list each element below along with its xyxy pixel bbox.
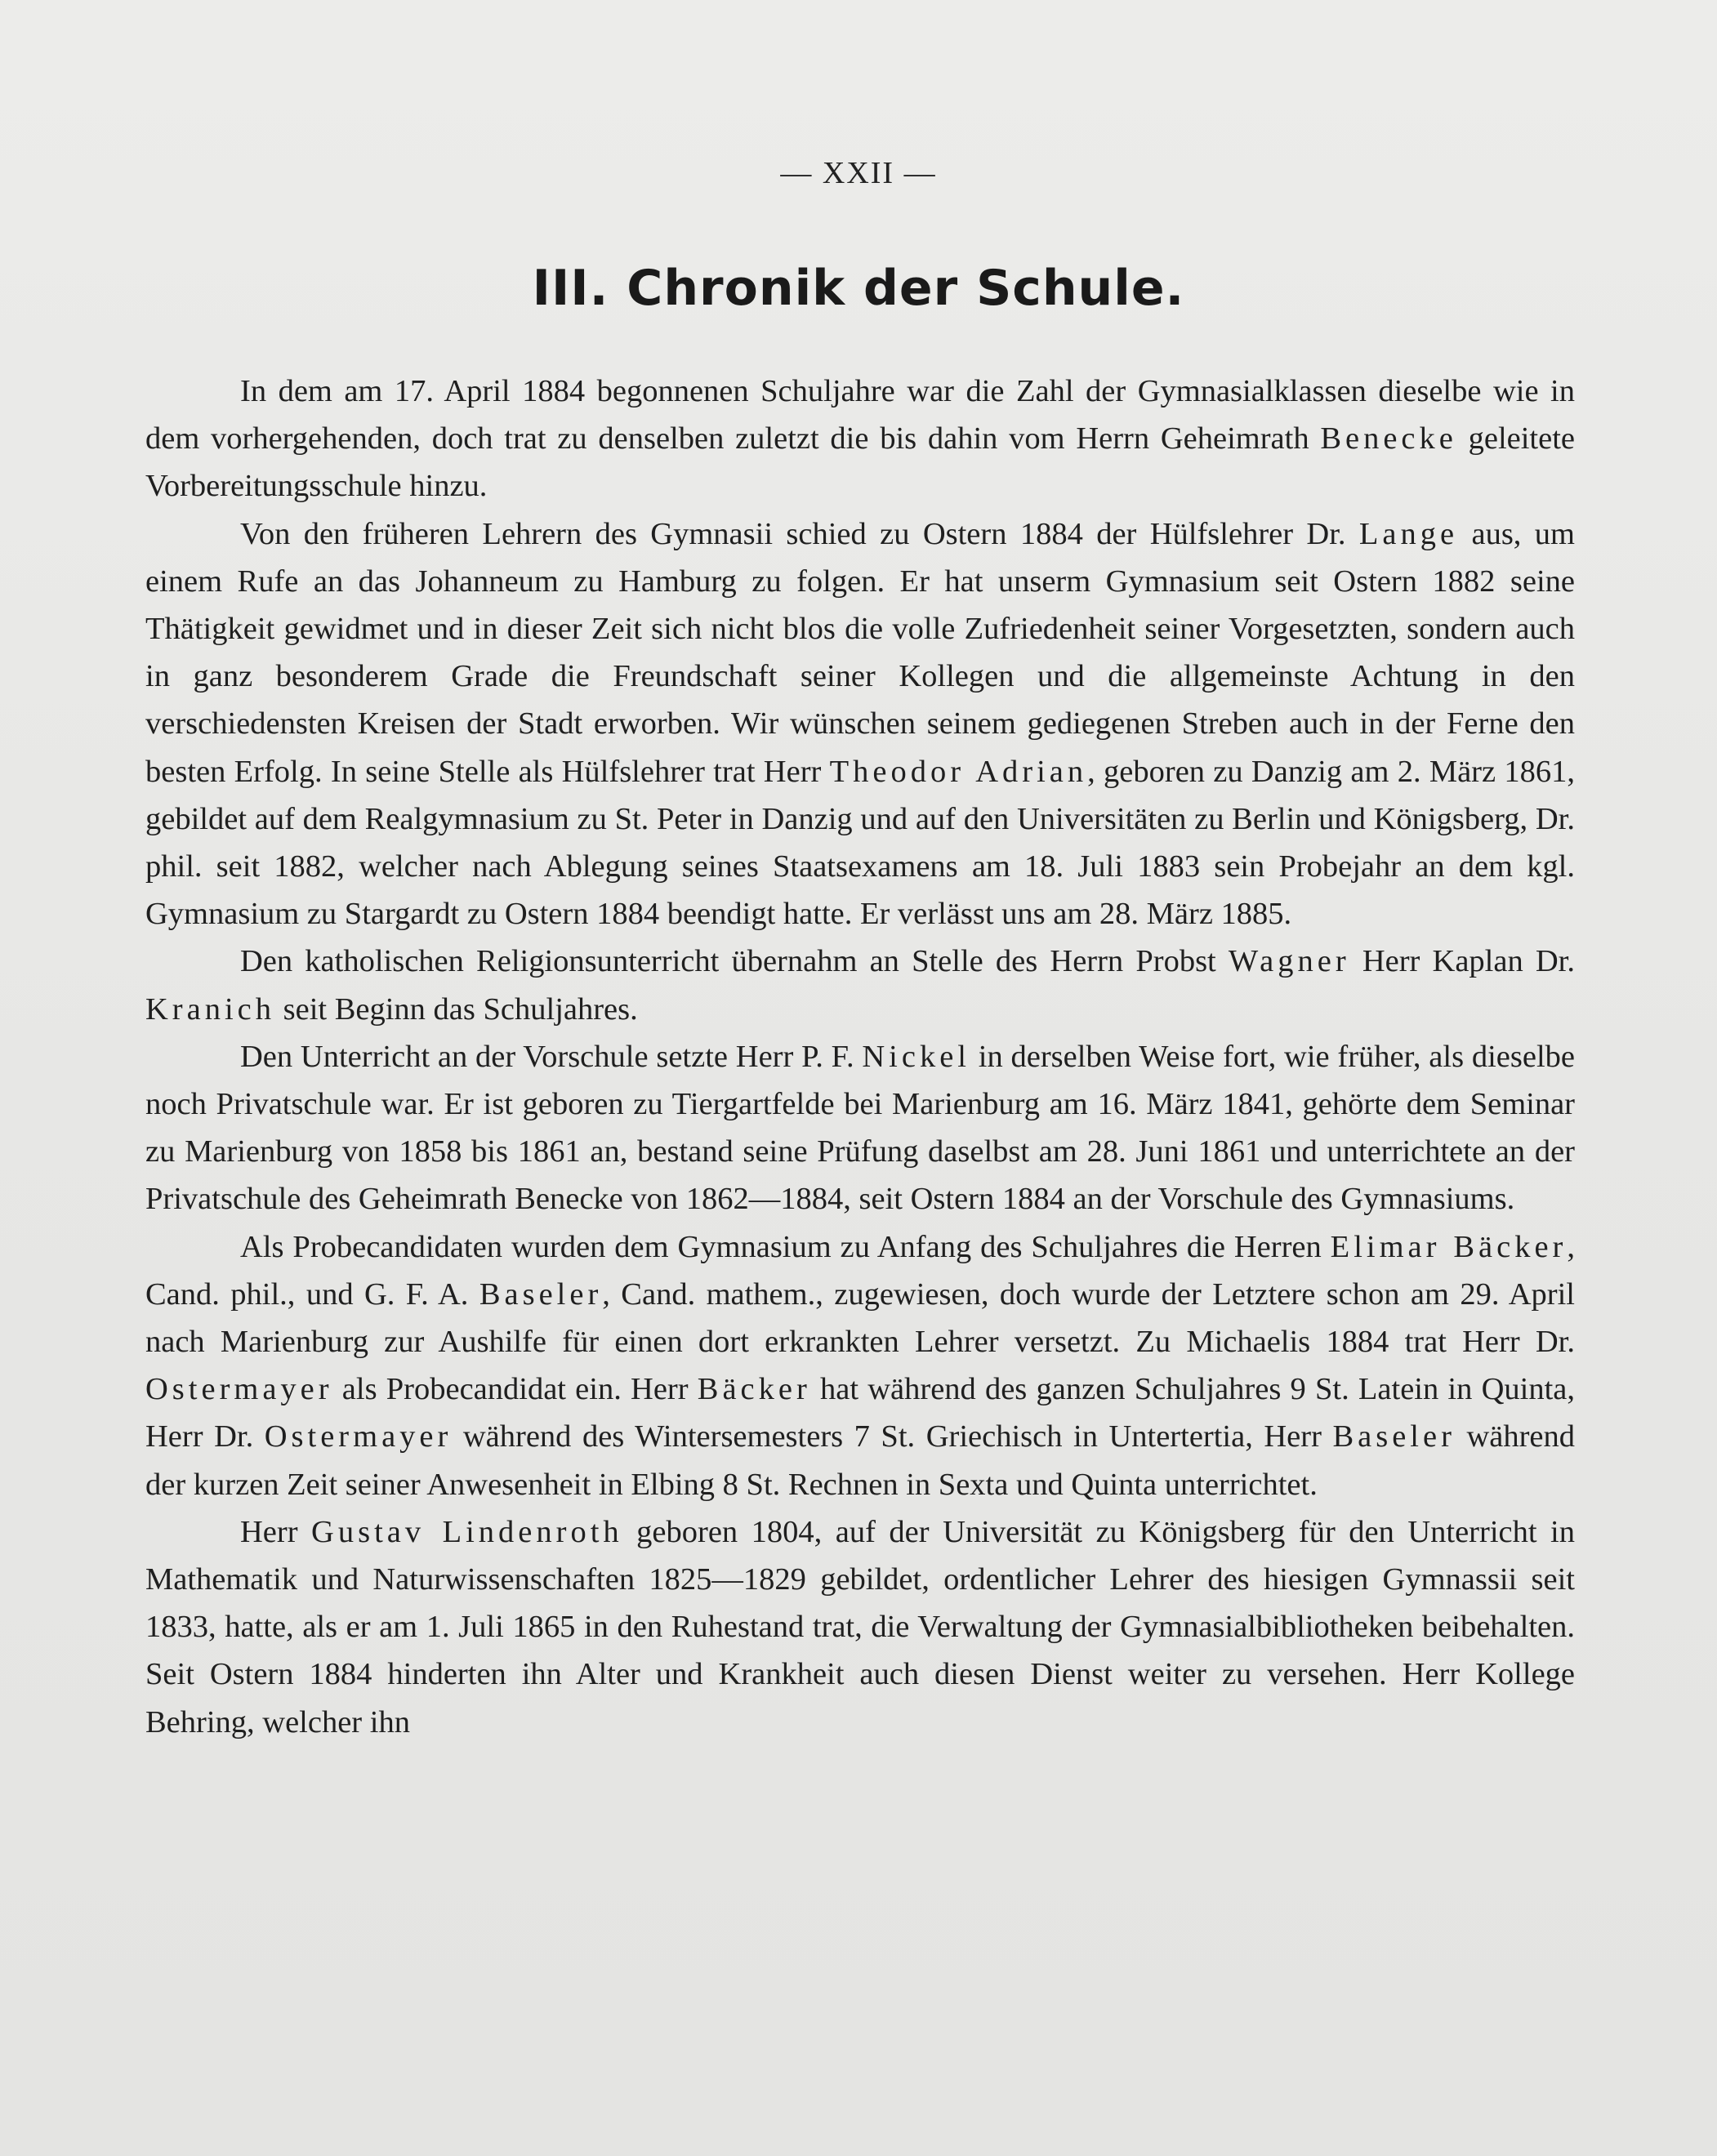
chronicle-body — [145, 368, 1575, 1746]
page-number: — XXII — — [780, 156, 937, 190]
person-name: Theodor Adrian — [829, 754, 1088, 789]
paragraph-teacher-changes — [145, 510, 1575, 938]
paragraph-text: , geboren zu Danzig am 2. März 1861, gebildet auf dem Realgymnasium zu St. Peter in Danzig und auf den Universitäten zu Berlin und Königsberg, Dr. phil. seit 1882, welcher nach Ablegung seines Staatsexamens am 18. Juli 1883 sein Probejahr an dem kgl. Gymnasium zu Stargardt zu Ostern 1884 beendigt hatte. Er verlässt uns am 28. März 1885. — [145, 754, 1575, 932]
paragraph-text: in derselben Weise fort, wie früher, als dieselbe noch Privatschule war. Er ist geboren zu Tiergartfelde bei Marienburg am 16. März 1841, gehörte dem Seminar zu Marienburg von 1858 bis 1861 an, bestand seine Prüfung daselbst am 28. Juni 1861 und unterrichtete an der Privatschule des Geheimrath Benecke von 1862—1884, seit Ostern 1884 an der Vorschule des Gymnasiums. — [145, 1039, 1575, 1217]
paragraph-text: geboren 1804, auf der Universität zu Königsberg für den Unterricht in Mathematik und Naturwissenschaften 1825—1829 gebildet, ordentlicher Lehrer des hiesigen Gymnassii seit 1833, hatte, als er am 1. Juli 1865 in den Ruhestand trat, die Verwaltung der Gymnasialbibliotheken beibehalten. Seit Ostern 1884 hinderten ihn Alter und Krankheit auch diesen Dienst weiter zu versehen. Herr Kollege Behring, welcher ihn — [145, 1514, 1575, 1740]
paragraph-text: während des Wintersemesters 7 St. Griechisch in Untertertia, Herr — [452, 1419, 1333, 1454]
paragraph-text: aus, um einem Rufe an das Johanneum zu Hamburg zu folgen. Er hat unserm Gymnasium seit Ostern 1882 seine Thätigkeit gewidmet und in dieser Zeit sich nicht blos die volle Zufriedenheit seiner Vorgesetzten, sondern auch in ganz besonderem Grade die Freundschaft seiner Kollegen und die allgemeinste Achtung in den verschiedensten Kreisen der Stadt erworben. Wir wünschen seinem gediegenen Streben auch in der Ferne den besten Erfolg. In seine Stelle als Hülfslehrer trat Herr — [145, 516, 1575, 789]
paragraph-text: , Cand. phil., und G. F. A. — [145, 1229, 1575, 1312]
paragraph-text: Den katholischen Religionsunterricht übernahm an Stelle des Herrn Probst — [240, 944, 1229, 979]
paragraph-text: Herr — [240, 1514, 312, 1549]
paragraph-text: geleitete Vorbereitungsschule hinzu. — [145, 421, 1575, 504]
paragraph-text: Herr Kaplan Dr. — [1349, 944, 1575, 979]
paragraph-text: In dem am 17. April 1884 begonnenen Schuljahre war die Zahl der Gymnasialklassen dieselbe wie in dem vorhergehenden, doch trat zu denselben zuletzt die bis dahin vom Herrn Geheimrath — [145, 374, 1575, 457]
paragraph-text: Den Unterricht an der Vorschule setzte Herr P. F. — [240, 1039, 863, 1074]
paragraph-religion-teacher — [145, 938, 1575, 1032]
person-name: Elimar Bäcker — [1330, 1229, 1568, 1264]
paragraph-text: , Cand. mathem., zugewiesen, doch wurde der Letztere schon am 29. April nach Marienburg zur Aushilfe für einen dort erkrankten Lehrer versetzt. Zu Michaelis 1884 trat Herr Dr. — [145, 1276, 1575, 1360]
paragraph-text: als Probecandidat ein. Herr — [332, 1372, 698, 1407]
person-name: Kranich — [145, 991, 275, 1027]
paragraph-preschool — [145, 1033, 1575, 1223]
person-name: Nickel — [862, 1039, 970, 1074]
chapter-title: III. Chronik der Schule. — [532, 260, 1185, 317]
paragraph-enrollment — [145, 368, 1575, 510]
person-name: Ostermayer — [264, 1419, 453, 1454]
paragraph-library-administration — [145, 1508, 1575, 1746]
person-name: Baseler — [479, 1276, 603, 1312]
person-name: Benecke — [1320, 421, 1457, 457]
paragraph-text: Als Probecandidaten wurden dem Gymnasium zu Anfang des Schuljahres die Herren — [240, 1229, 1331, 1264]
paragraph-text: während der kurzen Zeit seiner Anwesenheit in Elbing 8 St. Rechnen in Sexta und Quinta unterrichtet. — [145, 1419, 1575, 1502]
person-name: Ostermayer — [145, 1372, 333, 1407]
person-name: Wagner — [1228, 944, 1350, 979]
person-name: Baseler — [1332, 1419, 1456, 1454]
paragraph-text: seit Beginn das Schuljahres. — [275, 991, 638, 1027]
paragraph-text: hat während des ganzen Schuljahres 9 St. Latein in Quinta, Herr Dr. — [145, 1372, 1575, 1454]
paragraph-probationary-candidates — [145, 1223, 1575, 1508]
person-name: Bäcker — [697, 1372, 811, 1407]
paragraph-text: Von den früheren Lehrern des Gymnasii schied zu Ostern 1884 der Hülfslehrer Dr. — [240, 516, 1359, 551]
person-name: Gustav Lindenroth — [311, 1514, 623, 1549]
person-name: Lange — [1358, 516, 1459, 551]
